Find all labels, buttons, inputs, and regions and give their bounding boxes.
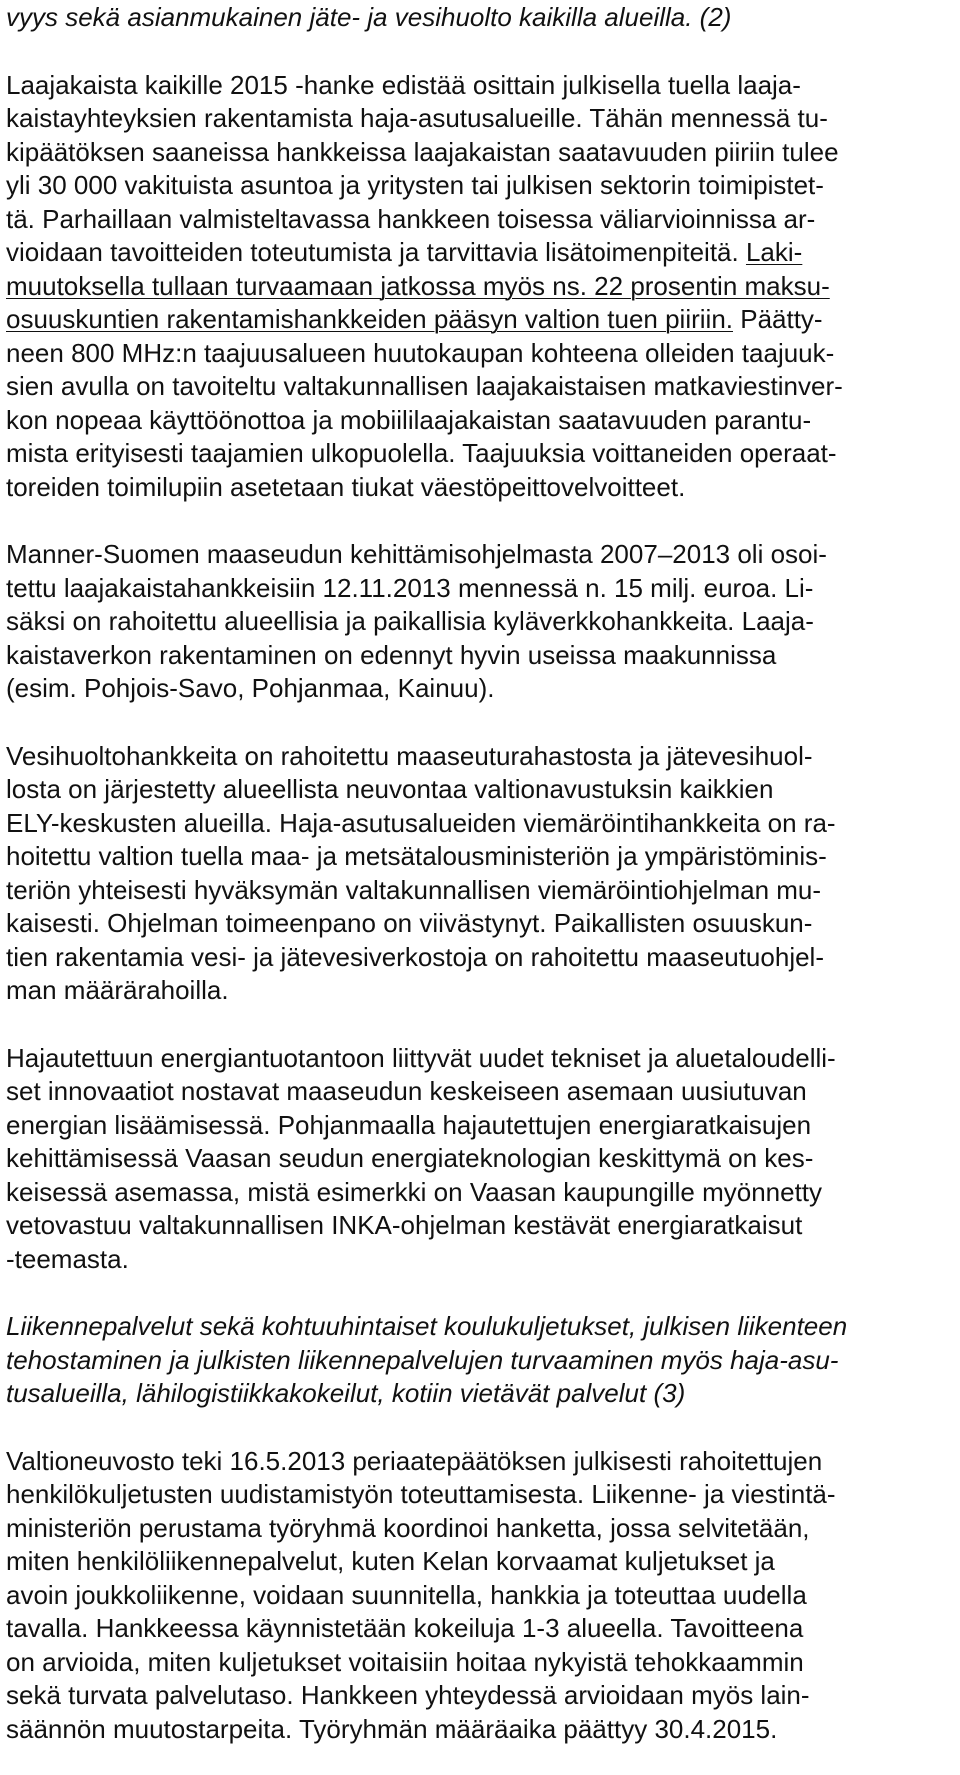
- text-run: keisessä asemassa, mistä esimerkki on Vaasan kaupungille myönnetty: [6, 1176, 823, 1207]
- text-run: Manner-Suomen maaseudun kehittämisohjelmasta 2007–2013 oli osoi-: [6, 539, 827, 569]
- text-line: [6, 1678, 810, 1712]
- text-run: säännön muutostarpeita. Työryhmän määräaika päättyy 30.4.2015.: [6, 1713, 778, 1744]
- text-run: henkilökuljetusten uudistamistyön toteuttamisesta. Liikenne- ja viestintä-: [6, 1479, 836, 1509]
- text-line: [6, 235, 802, 269]
- text-line: [6, 604, 814, 638]
- text-run: kaistayhteyksien rakentamista haja-asutusalueille. Tähän mennessä tu-: [6, 103, 828, 133]
- text-line: [6, 470, 685, 504]
- text-line: [6, 1578, 807, 1612]
- text-run: vetovastuu valtakunnallisen INKA-ohjelman kestävät energiaratkaisut: [6, 1210, 803, 1240]
- text-line: [6, 772, 773, 806]
- text-run: teriön yhteisesti hyväksymän valtakunnallisen viemäröintiohjelman mu-: [6, 874, 822, 905]
- text-run: toreiden toimilupiin asetetaan tiukat väestöpeittovelvoitteet.: [6, 471, 686, 502]
- text-run: mista erityisesti taajamien ulkopuolella. Taajuuksia voittaneiden operaat-: [6, 438, 837, 468]
- text-line: [6, 940, 824, 974]
- text-run: tien rakentamia vesi- ja jätevesiverkostoja on rahoitettu maaseutuohjel-: [6, 941, 824, 972]
- underlined-text: Laki-: [745, 237, 803, 267]
- text-run: Valtioneuvosto teki 16.5.2013 periaatepäätöksen julkisesti rahoitettujen: [6, 1445, 823, 1476]
- text-run: (esim. Pohjois-Savo, Pohjanmaa, Kainuu).: [6, 673, 495, 703]
- text-line: [6, 806, 836, 840]
- text-run: -teemasta.: [6, 1243, 129, 1274]
- text-run: Vesihuoltohankkeita on rahoitettu maaseuturahastosta ja jätevesihuol-: [6, 740, 813, 771]
- underlined-text: muutoksella tullaan turvaamaan jatkossa myös ns. 22 prosentin maksu-: [6, 270, 830, 301]
- text-run: tettu laajakaistahankkeisiin 12.11.2013 mennessä n. 15 milj. euroa. Li-: [6, 572, 814, 603]
- text-run: tä. Parhaillaan valmisteltavassa hankkeen toisessa väliarvioinnissa ar-: [6, 203, 816, 234]
- italic-text: tehostaminen ja julkisten liikennepalvelujen turvaaminen myös haja-asu-: [6, 1344, 839, 1375]
- text-line: [6, 1511, 810, 1545]
- text-run: neen 800 MHz:n taajuusalueen huutokaupan kohteena olleiden taajuuk-: [6, 337, 835, 368]
- text-line: [6, 1712, 777, 1746]
- underlined-text: osuuskuntien rakentamishankkeiden pääsyn valtion tuen piiriin.: [6, 304, 733, 334]
- text-run: hoitettu valtion tuella maa- ja metsätalousministeriön ja ympäristöminis-: [6, 841, 827, 871]
- italic-text: vyys sekä asianmukainen jäte- ja vesihuolto kaikilla alueilla. (2): [6, 2, 732, 32]
- text-line: [6, 336, 834, 370]
- text-run: kon nopeaa käyttöönottoa ja mobiililaajakaistan saatavuuden parantu-: [6, 404, 812, 435]
- text-line: [6, 906, 812, 940]
- text-line: [6, 537, 827, 571]
- text-line: [6, 739, 813, 773]
- text-run: yli 30 000 vakituista asuntoa ja yritysten tai julkisen sektorin toimipistet-: [6, 170, 824, 200]
- text-run: sien avulla on tavoiteltu valtakunnallisen laajakaistaisen matkaviestinver-: [6, 371, 843, 401]
- text-line: [6, 1343, 838, 1377]
- text-run: ELY-keskusten alueilla. Haja-asutusalueiden viemäröintihankkeita on ra-: [6, 807, 836, 838]
- text-line: [6, 1544, 775, 1578]
- text-line: [6, 369, 843, 403]
- text-line: [6, 202, 815, 236]
- text-line: [6, 0, 731, 34]
- text-run: ministeriön perustama työryhmä koordinoi hanketta, jossa selvitetään,: [6, 1512, 810, 1543]
- text-line: [6, 1645, 804, 1679]
- text-run: losta on järjestetty alueellista neuvontaa valtionavustuksin kaikkien: [6, 774, 774, 804]
- text-line: [6, 302, 823, 336]
- text-line: [6, 1074, 807, 1108]
- text-line: [6, 1611, 803, 1645]
- text-run: Laajakaista kaikille 2015 -hanke edistää osittain julkisella tuella laaja-: [6, 69, 801, 100]
- text-run: säksi on rahoitettu alueellisia ja paikallisia kyläverkkohankkeita. Laaja-: [6, 606, 814, 636]
- text-line: [6, 403, 811, 437]
- text-run: set innovaatiot nostavat maaseudun keskeiseen asemaan uusiutuvan: [6, 1076, 807, 1106]
- text-line: [6, 101, 828, 135]
- text-run: on arvioida, miten kuljetukset voitaisiin hoitaa nykyistä tehokkaammin: [6, 1646, 804, 1677]
- text-line: [6, 1477, 836, 1511]
- text-run: kehittämisessä Vaasan seudun energiateknologian keskittymä on kes-: [6, 1143, 814, 1173]
- text-line: [6, 873, 821, 907]
- text-line: [6, 1376, 685, 1410]
- text-line: [6, 1175, 822, 1209]
- text-run: miten henkilöliikennepalvelut, kuten Kelan korvaamat kuljetukset ja: [6, 1546, 775, 1576]
- text-line: [6, 1309, 847, 1343]
- text-line: [6, 638, 776, 672]
- text-line: [6, 1242, 129, 1276]
- text-run: sekä turvata palvelutaso. Hankkeen yhteydessä arvioidaan myös lain-: [6, 1680, 810, 1710]
- text-line: [6, 839, 827, 873]
- italic-text: tusalueilla, lähilogistiikkakokeilut, kotiin vietävät palvelut (3): [6, 1378, 686, 1408]
- text-line: [6, 571, 813, 605]
- text-line: [6, 1444, 822, 1478]
- text-run: man määrärahoilla.: [6, 975, 229, 1005]
- text-run: avoin joukkoliikenne, voidaan suunnitella, hankkia ja toteuttaa uudella: [6, 1579, 807, 1610]
- text-run: kipäätöksen saaneissa hankkeissa laajakaistan saatavuuden piiriin tulee: [6, 136, 839, 167]
- text-line: [6, 671, 494, 705]
- text-run: Hajautettuun energiantuotantoon liittyvät uudet tekniset ja aluetaloudelli-: [6, 1042, 836, 1073]
- text-line: [6, 973, 229, 1007]
- text-run: vioidaan tavoitteiden toteutumista ja tarvittavia lisätoimenpiteitä.: [6, 237, 746, 267]
- text-line: [6, 269, 830, 303]
- text-line: [6, 436, 837, 470]
- text-line: [6, 68, 801, 102]
- text-line: [6, 1108, 811, 1142]
- italic-text: Liikennepalvelut sekä kohtuuhintaiset koulukuljetukset, julkisen liikenteen: [6, 1311, 848, 1341]
- text-line: [6, 168, 824, 202]
- text-run: tavalla. Hankkeessa käynnistetään kokeiluja 1-3 alueella. Tavoitteena: [6, 1613, 804, 1643]
- text-run: kaistaverkon rakentaminen on edennyt hyvin useissa maakunnissa: [6, 639, 777, 670]
- text-line: [6, 1041, 836, 1075]
- text-run: kaisesti. Ohjelman toimeenpano on viivästynyt. Paikallisten osuuskun-: [6, 908, 813, 938]
- text-line: [6, 135, 839, 169]
- text-line: [6, 1208, 802, 1242]
- text-run: energian lisäämisessä. Pohjanmaalla hajautettujen energiaratkaisujen: [6, 1109, 812, 1140]
- text-run: Päätty-: [733, 304, 823, 334]
- text-line: [6, 1141, 813, 1175]
